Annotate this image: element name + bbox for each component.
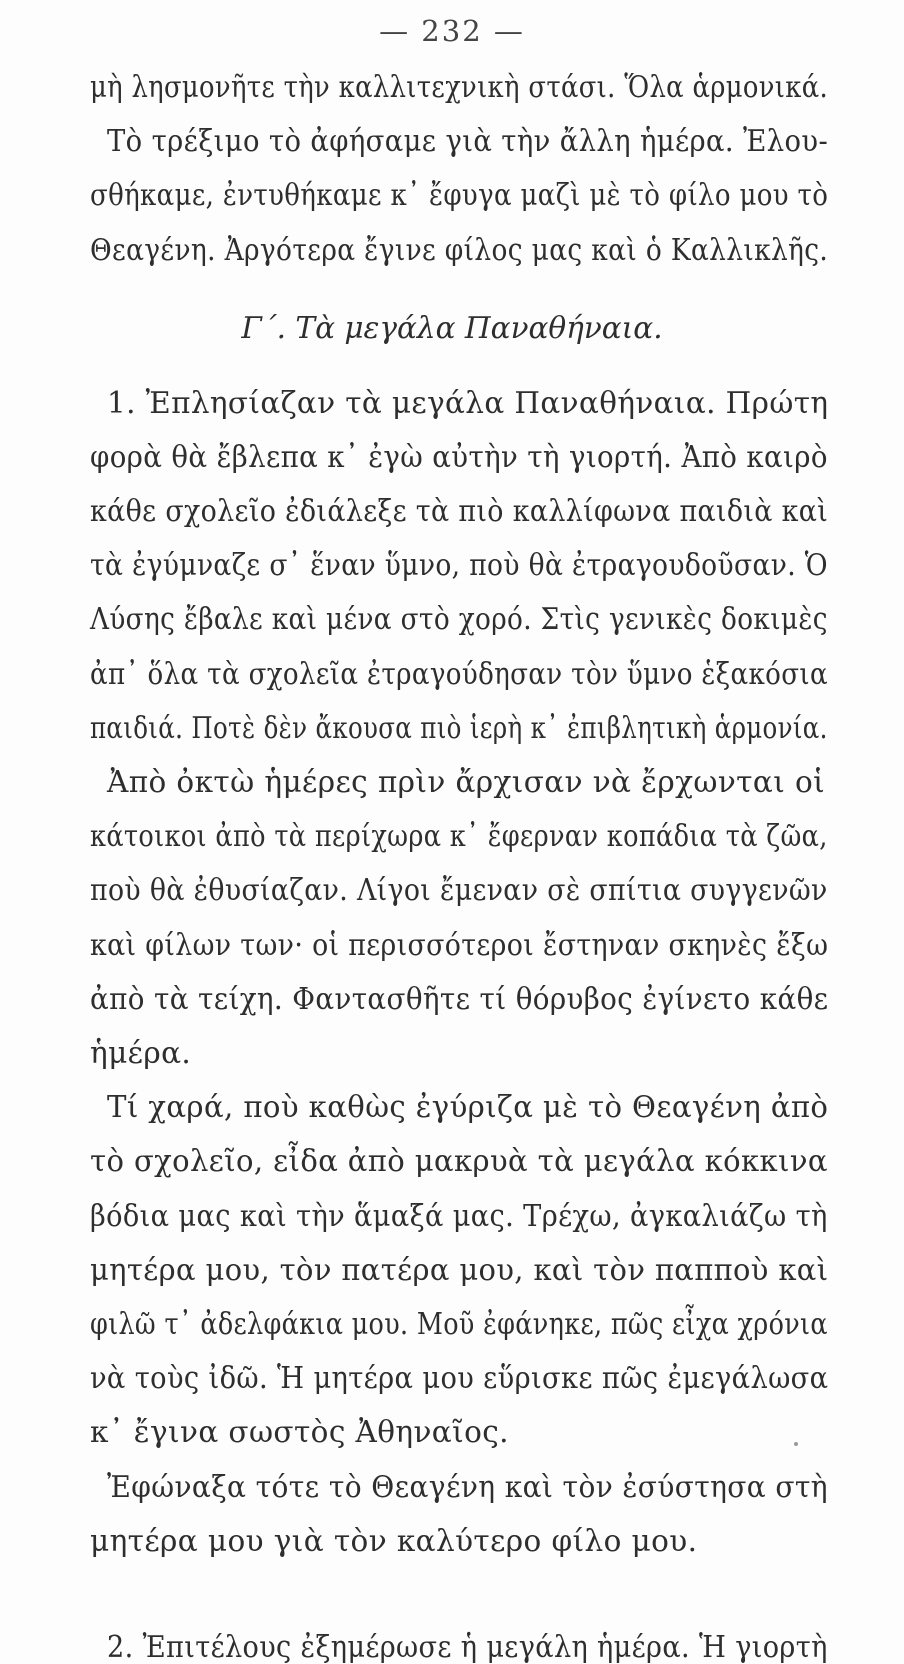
text-line: Τὸ τρέξιμο τὸ ἀφήσαμε γιὰ τὴν ἄλλη ἡμέρα. Ἐλου-	[107, 124, 829, 159]
text-line: μητέρα μου γιὰ τὸν καλύτερο φίλο μου.	[90, 1523, 698, 1558]
paper-speck	[794, 1442, 798, 1446]
text-line: φορὰ θὰ ἔβλεπα κ᾽ ἐγὼ αὐτὴν τὴ γιορτή. Ἀπὸ καιρὸ	[90, 439, 828, 474]
text-line: Λύσης ἔβαλε καὶ μένα στὸ χορό. Στὶς γενικὲς δοκιμὲς	[90, 602, 828, 637]
text-line: κάθε σχολεῖο ἐδιάλεξε τὰ πιὸ καλλίφωνα παιδιὰ καὶ	[90, 494, 829, 528]
text-line: Τί χαρά, ποὺ καθὼς ἐγύριζα μὲ τὸ Θεαγένη ἀπὸ	[107, 1090, 829, 1125]
text-line: ἀπ᾽ ὅλα τὰ σχολεῖα ἐτραγούδησαν τὸν ὕμνο ἑξακόσια	[90, 656, 828, 691]
section-heading: Γ΄. Τὰ μεγάλα Παναθήναια.	[241, 310, 663, 345]
text-line: 1. Ἐπλησίαζαν τὰ μεγάλα Παναθήναια. Πρώτη	[107, 385, 829, 420]
text-line: καὶ φίλων των· οἱ περισσότεροι ἔστηναν σκηνὲς ἔξω	[90, 927, 829, 962]
text-line: τὸ σχολεῖο, εἶδα ἀπὸ μακρυὰ τὰ μεγάλα κόκκινα	[90, 1144, 828, 1179]
text-line: βόδια μας καὶ τὴν ἅμαξά μας. Τρέχω, ἀγκαλιάζω τὴ	[90, 1198, 828, 1233]
text-line: μητέρα μου, τὸν πατέρα μου, καὶ τὸν παπποὺ καὶ	[90, 1252, 829, 1287]
page-number: — 232 —	[379, 14, 525, 48]
text-line: τὰ ἐγύμναζε σ᾽ ἕναν ὕμνο, ποὺ θὰ ἐτραγουδοῦσαν. Ὁ	[90, 548, 828, 583]
text-line: κ᾽ ἔγινα σωστὸς Ἀθηναῖος.	[90, 1415, 509, 1450]
text-line: νὰ τοὺς ἰδῶ. Ἡ μητέρα μου εὕρισκε πῶς ἐμεγάλωσα	[90, 1361, 829, 1396]
text-line: ποὺ θὰ ἐθυσίαζαν. Λίγοι ἔμεναν σὲ σπίτια συγγενῶν	[90, 873, 828, 908]
text-line: παιδιά. Ποτὲ δὲν ἄκουσα πιὸ ἱερὴ κ᾽ ἐπιβλητικὴ ἁρμονία.	[90, 710, 828, 745]
text-line: ἀπὸ τὰ τείχη. Φαντασθῆτε τί θόρυβος ἐγίνετο κάθε	[90, 981, 829, 1016]
text-line: Ἀπὸ ὀκτὼ ἡμέρες πρὶν ἄρχισαν νὰ ἔρχωνται οἱ	[107, 765, 826, 799]
text-line: μὴ λησμονῆτε τὴν καλλιτεχνικὴ στάσι. Ὅλα ἁρμονικά.	[90, 70, 829, 104]
text-line: 2. Ἐπιτέλους ἐξημέρωσε ἡ μεγάλη ἡμέρα. Ἡ γιορτὴ	[107, 1630, 828, 1664]
text-line: Ἐφώναξα τότε τὸ Θεαγένη καὶ τὸν ἐσύστησα στὴ	[107, 1469, 828, 1504]
text-line: κάτοικοι ἀπὸ τὰ περίχωρα κ᾽ ἔφερναν κοπάδια τὰ ζῶα,	[90, 819, 828, 854]
text-line: Θεαγένη. Ἀργότερα ἔγινε φίλος μας καὶ ὁ Καλλικλῆς.	[90, 232, 829, 267]
text-line: σθήκαμε, ἐντυθήκαμε κ᾽ ἔφυγα μαζὶ μὲ τὸ φίλο μου τὸ	[90, 178, 829, 213]
text-line: φιλῶ τ᾽ ἀδελφάκια μου. Μοῦ ἐφάνηκε, πῶς εἶχα χρόνια	[90, 1307, 828, 1341]
text-line: ἡμέρα.	[90, 1036, 192, 1070]
